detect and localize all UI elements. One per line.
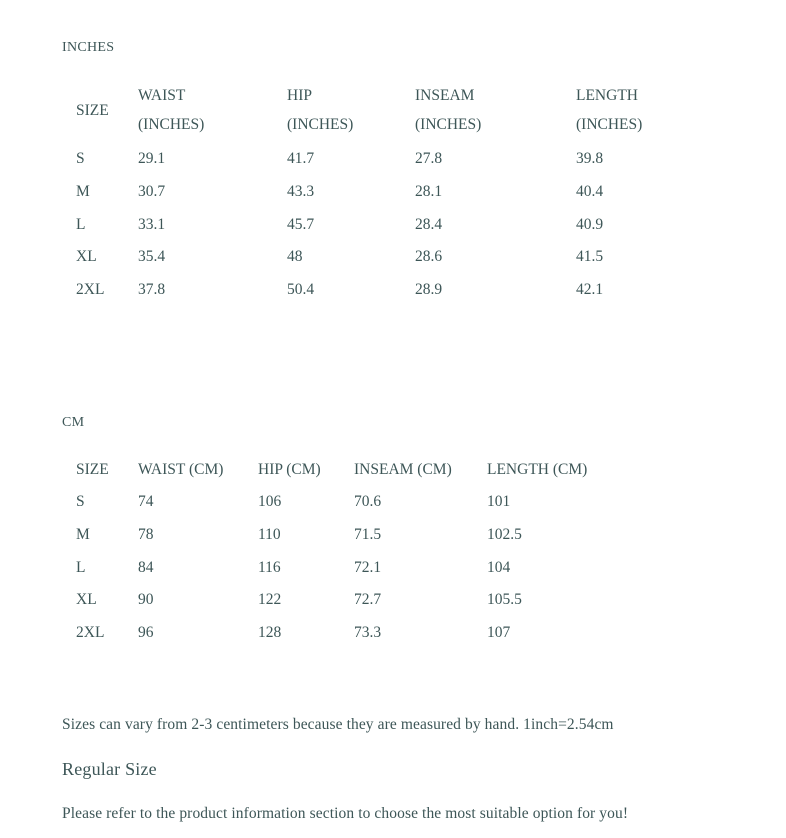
header-waist-line1: WAIST	[138, 87, 186, 104]
table-row	[62, 519, 621, 552]
header-inseam	[401, 81, 562, 143]
cell-inseam: 28.1	[415, 182, 443, 200]
table-row	[62, 274, 710, 307]
cell-waist: 33.1	[138, 215, 166, 233]
cell-hip: 50.4	[287, 281, 315, 299]
cell-size: 2XL	[76, 624, 105, 642]
cell-hip: 122	[258, 591, 282, 609]
table-row	[62, 584, 621, 617]
header-length	[562, 81, 710, 143]
header-inseam-line1: INSEAM	[415, 87, 475, 104]
cell-waist: 96	[138, 624, 154, 642]
cell-inseam: 28.6	[415, 248, 443, 266]
cell-waist: 78	[138, 525, 154, 543]
cell-inseam: 73.3	[354, 624, 382, 642]
cell-inseam: 72.1	[354, 558, 382, 576]
cell-size: XL	[76, 248, 97, 266]
cell-hip: 116	[258, 558, 281, 576]
cm-size-table	[62, 453, 621, 650]
table-row	[62, 143, 710, 176]
cell-hip: 45.7	[287, 215, 315, 233]
cell-size: XL	[76, 591, 97, 609]
cell-hip: 128	[258, 624, 282, 642]
cell-inseam: 28.9	[415, 281, 443, 299]
cell-waist: 37.8	[138, 281, 166, 299]
cell-waist: 74	[138, 493, 154, 510]
cell-hip: 48	[287, 248, 303, 266]
header-inseam-line2: (INCHES)	[415, 116, 482, 133]
cell-waist: 30.7	[138, 182, 166, 200]
cell-waist: 84	[138, 558, 154, 576]
header-length-line1: LENGTH	[576, 87, 638, 104]
cell-inseam: 27.8	[415, 150, 443, 167]
cell-size: M	[76, 525, 90, 543]
cell-size: L	[76, 558, 86, 576]
cell-hip: 43.3	[287, 182, 315, 200]
cell-length: 40.4	[576, 182, 604, 200]
cell-length: 107	[487, 624, 511, 642]
table-row	[62, 176, 710, 209]
cell-waist: 35.4	[138, 248, 166, 266]
cell-size: 2XL	[76, 281, 105, 299]
cell-length: 42.1	[576, 281, 604, 299]
cell-size: S	[76, 493, 85, 510]
cm-heading: CM	[62, 415, 85, 430]
table-row	[62, 241, 710, 274]
cell-waist: 90	[138, 591, 154, 609]
table-header-row	[62, 453, 621, 486]
table-header-row	[62, 81, 710, 143]
header-size: SIZE	[76, 101, 109, 119]
table-row	[62, 209, 710, 242]
header-waist-line2: (INCHES)	[138, 116, 205, 133]
header-length-line2: (INCHES)	[576, 116, 643, 133]
cell-size: L	[76, 215, 86, 233]
cell-waist: 29.1	[138, 150, 166, 167]
header-length: LENGTH (CM)	[487, 461, 588, 478]
cell-size: S	[76, 150, 85, 167]
table-row	[62, 552, 621, 585]
header-inseam: INSEAM (CM)	[354, 461, 452, 478]
cell-length: 104	[487, 558, 511, 576]
cell-hip: 106	[258, 493, 282, 510]
cell-inseam: 70.6	[354, 493, 382, 510]
cell-inseam: 28.4	[415, 215, 443, 233]
cell-length: 41.5	[576, 248, 604, 266]
cell-inseam: 72.7	[354, 591, 382, 609]
cell-length: 39.8	[576, 150, 604, 167]
cell-length: 101	[487, 493, 511, 510]
inches-heading: INCHES	[62, 40, 115, 55]
header-hip-line2: (INCHES)	[287, 116, 354, 133]
header-waist	[124, 81, 273, 143]
measurement-note: Sizes can vary from 2-3 centimeters because they are measured by hand. 1inch=2.54cm	[62, 716, 614, 733]
product-info-note: Please refer to the product information section to choose the most suitable option for you!	[62, 805, 629, 822]
inches-size-table	[62, 81, 710, 307]
cell-length: 105.5	[487, 591, 522, 609]
header-hip-line1: HIP	[287, 87, 312, 104]
header-size: SIZE	[76, 461, 109, 478]
header-hip: HIP (CM)	[258, 461, 321, 478]
cell-length: 40.9	[576, 215, 604, 233]
table-row	[62, 617, 621, 650]
table-row	[62, 486, 621, 519]
header-waist: WAIST (CM)	[138, 461, 224, 478]
cell-length: 102.5	[487, 525, 522, 543]
cell-size: M	[76, 182, 90, 200]
cell-hip: 41.7	[287, 150, 315, 167]
cell-inseam: 71.5	[354, 525, 382, 543]
header-hip	[273, 81, 401, 143]
regular-size-heading: Regular Size	[62, 759, 157, 779]
cell-hip: 110	[258, 525, 281, 543]
